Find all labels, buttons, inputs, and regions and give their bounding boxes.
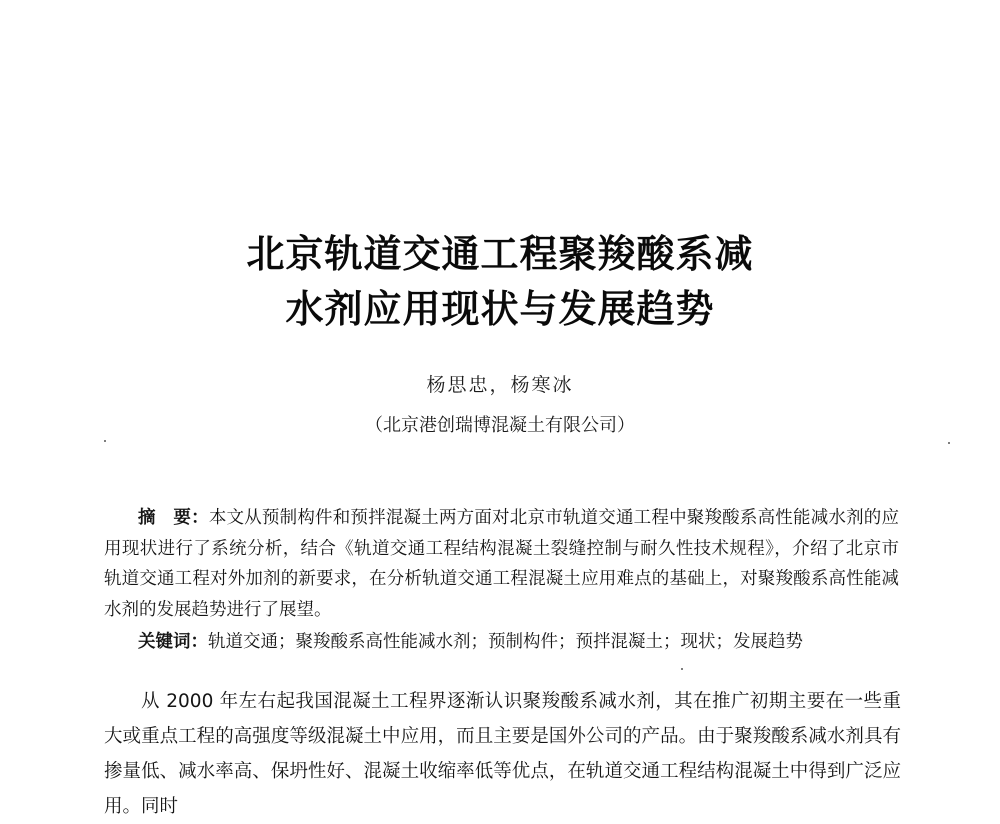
abstract-label: 摘 要： [138, 508, 209, 528]
abstract-text: 本文从预制构件和预拌混凝土两方面对北京市轨道交通工程中聚羧酸系高性能减水剂的应用现状进行了系统分析，结合《轨道交通工程结构混凝土裂缝控制与耐久性技术规程》，介绍了北京市轨道交通工程对外加剂的新要求，在分析轨道交通工程混凝土应用难点的基础上，对聚羧酸系高性能减水剂的发展趋势进行了展望。 [104, 508, 899, 620]
keywords-label: 关键词： [138, 632, 208, 652]
keywords-text: 轨道交通；聚羧酸系高性能减水剂；预制构件；预拌混凝土；现状；发展趋势 [208, 632, 803, 652]
abstract-paragraph [104, 503, 899, 625]
body-paragraph: 从 2000 年左右起我国混凝土工程界逐渐认识聚羧酸系减水剂，其在推广初期主要在一些重大或重点工程的高强度等级混凝土中应用，而且主要是国外公司的产品。由于聚羧酸系减水剂具有掺量低、减水率高、保坍性好、混凝土收缩率低等优点，在轨道交通工程结构混凝土中得到广泛应用。同时 [104, 691, 901, 817]
scan-speck [681, 668, 683, 670]
keywords-line [138, 627, 903, 657]
paper-affiliation: （北京港创瑞博混凝土有限公司） [365, 415, 635, 436]
scan-speck [104, 440, 106, 442]
paper-title-line-2: 水剂应用现状与发展趋势 [285, 286, 715, 331]
scan-speck [948, 442, 950, 444]
paper-authors: 杨思忠，杨寒冰 [426, 374, 574, 396]
paper-title-line-1: 北京轨道交通工程聚羧酸系减 [246, 231, 754, 276]
